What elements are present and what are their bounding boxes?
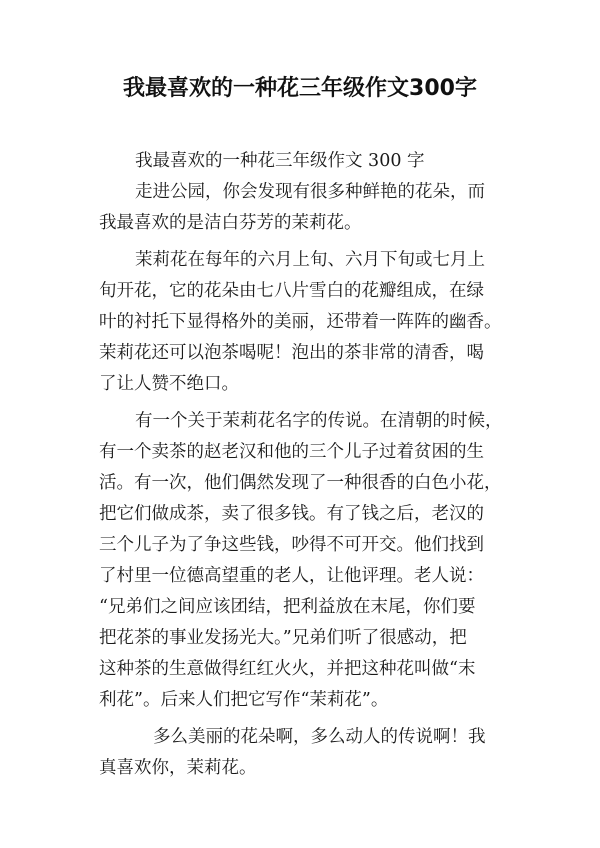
paragraph-3-line-2: 有一个卖茶的赵老汉和他的三个儿子过着贫困的生 — [99, 442, 484, 462]
paragraph-3-line-1: 有一个关于茉莉花名字的传说。在清朝的时候， — [135, 411, 503, 431]
paragraph-2-line-4: 茉莉花还可以泡茶喝呢！泡出的茶非常的清香，喝 — [99, 343, 484, 363]
paragraph-3-line-5: 三个儿子为了争这些钱，吵得不可开交。他们找到 — [99, 535, 484, 555]
paragraph-4-line-2: 真喜欢你，茉莉花。 — [99, 758, 257, 778]
paragraph-3-line-8: 把花茶的事业发扬光大。”兄弟们听了很感动，把 — [99, 628, 467, 648]
paragraph-2-line-5: 了让人赞不绝口。 — [99, 374, 239, 394]
paragraph-3-line-3: 活。有一次，他们偶然发现了一种很香的白色小花， — [99, 473, 502, 493]
paragraph-2-line-1: 茉莉花在每年的六月上旬、六月下旬或七月上 — [135, 250, 485, 270]
paragraph-1-line-2: 我最喜欢的是洁白芬芳的茉莉花。 — [99, 213, 362, 233]
paragraph-4-line-1: 多么美丽的花朵啊，多么动人的传说啊！我 — [153, 727, 486, 747]
paragraph-3-line-9: 这种茶的生意做得红红火火，并把这种花叫做“末 — [99, 659, 476, 679]
paragraph-2-line-3: 叶的衬托下显得格外的美丽，还带着一阵阵的幽香。 — [99, 312, 502, 332]
essay-body — [99, 146, 519, 784]
paragraph-3-line-10: 利花”。后来人们把它写作“茉莉花”。 — [99, 690, 389, 710]
page-title: 我最喜欢的一种花三年级作文300字 — [123, 76, 477, 101]
paragraph-3-line-7: “兄弟们之间应该团结，把利益放在末尾，你们要 — [99, 597, 476, 617]
essay-subtitle-line: 我最喜欢的一种花三年级作文 300 字 — [135, 151, 425, 171]
paragraph-3-line-6: 了村里一位德高望重的老人，让他评理。老人说： — [99, 566, 484, 586]
paragraph-3-line-4: 把它们做成茶，卖了很多钱。有了钱之后，老汉的 — [99, 504, 484, 524]
paragraph-1-line-1: 走进公园，你会发现有很多种鲜艳的花朵，而 — [135, 182, 485, 202]
paragraph-2-line-2: 旬开花，它的花朵由七八片雪白的花瓣组成，在绿 — [99, 281, 484, 301]
